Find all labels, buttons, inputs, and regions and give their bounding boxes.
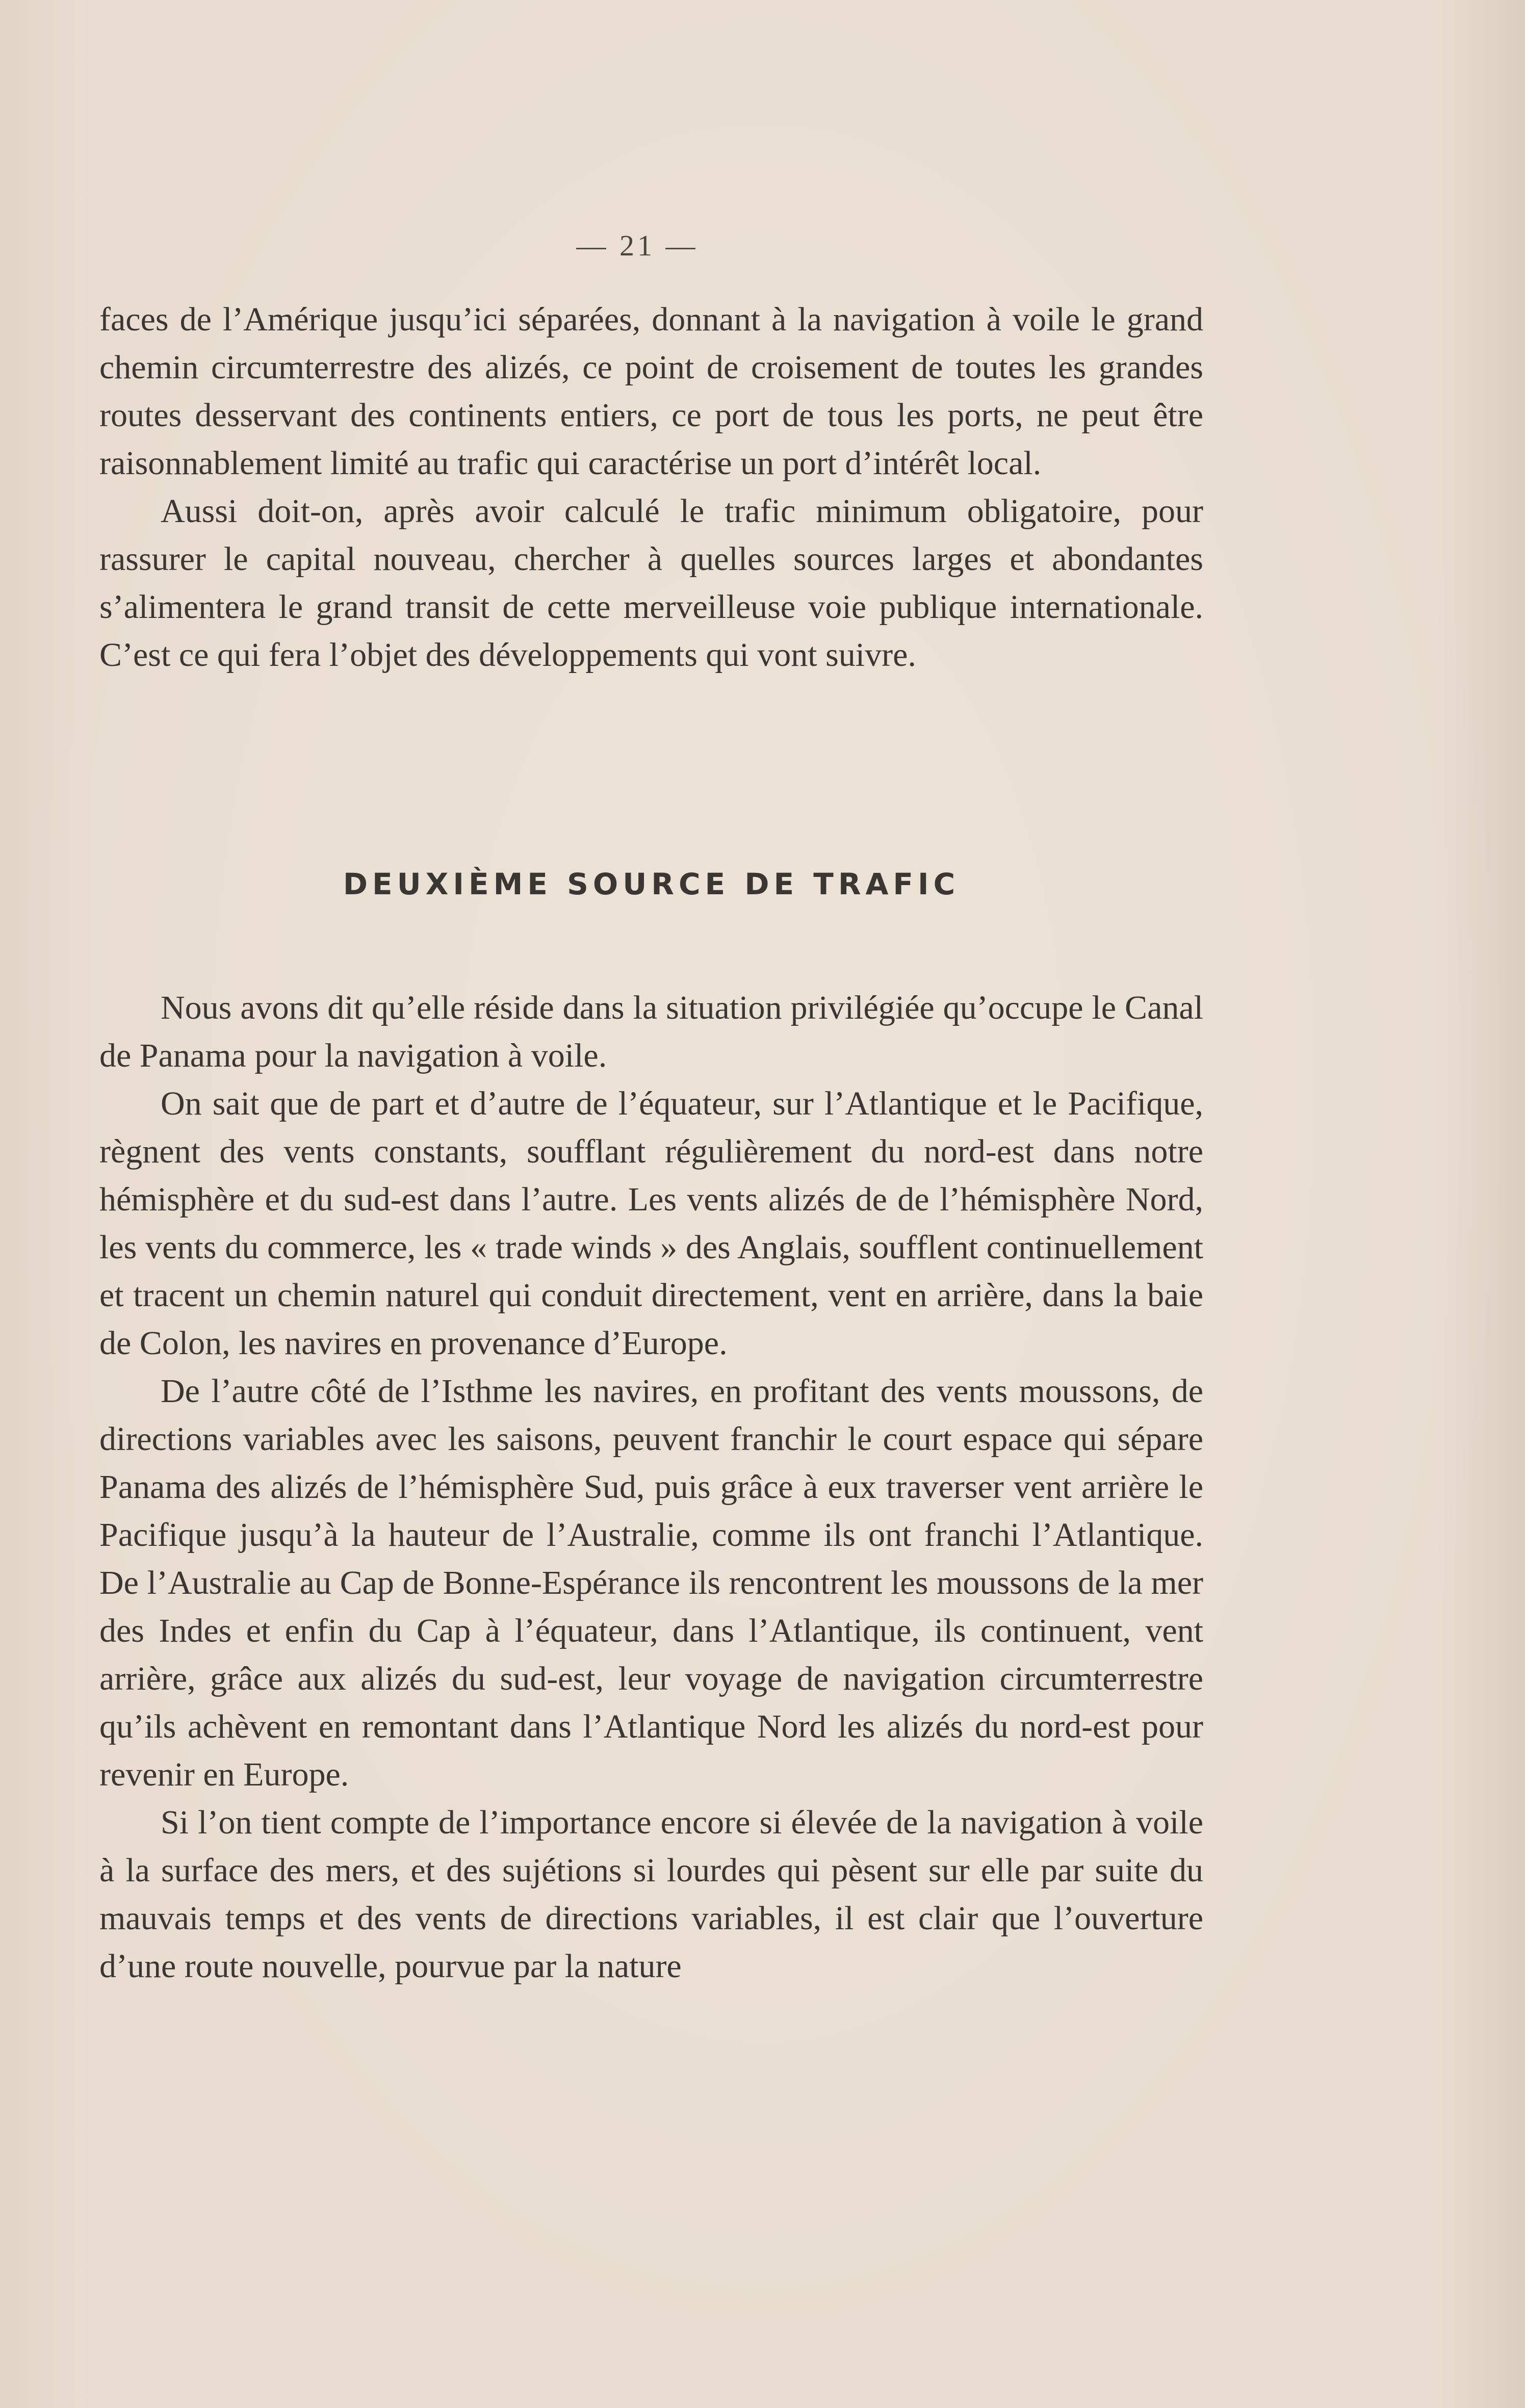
paragraph: Si l’on tient compte de l’importance encore si élevée de la navigation à voile à la surface des mers, et des sujétions si lourdes qui pèsent sur elle par suite du mauvais temps et des vents de directions variables, il est clair que l’ouverture d’une route nouvelle, pourvue par la nature <box>99 1804 1203 1985</box>
page-number: — 21 — <box>576 229 699 262</box>
paragraph: De l’autre côté de l’Isthme les navires, en profitant des vents moussons, de directions variables avec les saisons, peuvent franchir le court espace qui sépare Panama des alizés de l’hémisphère Sud, puis grâce à eux traverser vent arrière le Pacifique jusqu’à la hauteur de l’Australie, comme ils ont franchi l’Atlantique. De l’Australie au Cap de Bonne-Espérance ils rencontrent les moussons de la mer des Indes et enfin du Cap à l’équateur, dans l’Atlantique, ils continuent, vent arrière, grâce aux alizés du sud-est, leur voyage de navigation circumterrestre qu’ils achèvent en remontant dans l’Atlantique Nord les alizés du nord-est pour revenir en Europe. <box>99 1373 1203 1793</box>
paragraph: On sait que de part et d’autre de l’équateur, sur l’Atlantique et le Pacifique, règnent des vents constants, soufflant régulièrement du nord-est dans notre hémisphère et du sud-est dans l’autre. Les vents alizés de de l’hémisphère Nord, les vents du commerce, les « trade winds » des Anglais, soufflent continuellement et tracent un chemin naturel qui conduit directement, vent en arrière, dans la baie de Colon, les navires en provenance d’Europe. <box>99 1085 1203 1362</box>
paragraph: Nous avons dit qu’elle réside dans la situation privilégiée qu’occupe le Canal de Panama pour la navigation à voile. <box>99 989 1203 1074</box>
paragraph-continued: faces de l’Amérique jusqu’ici séparées, donnant à la navigation à voile le grand chemin circumterrestre des alizés, ce point de croisement de toutes les grandes routes desservant des continents entiers, ce port de tous les ports, ne peut être raisonnablement limité au trafic qui caractérise un port d’intérêt local. <box>99 301 1203 482</box>
paragraph: Aussi doit-on, après avoir calculé le trafic minimum obligatoire, pour rassurer le capital nouveau, chercher à quelles sources larges et abondantes s’alimentera le grand transit de cette merveilleuse voie publique internationale. C’est ce qui fera l’objet des développements qui vont suivre. <box>99 493 1203 674</box>
text-section-2 <box>99 984 1203 1990</box>
section-heading: DEUXIÈME SOURCE DE TRAFIC <box>343 867 960 901</box>
text-section-1 <box>99 296 1203 679</box>
